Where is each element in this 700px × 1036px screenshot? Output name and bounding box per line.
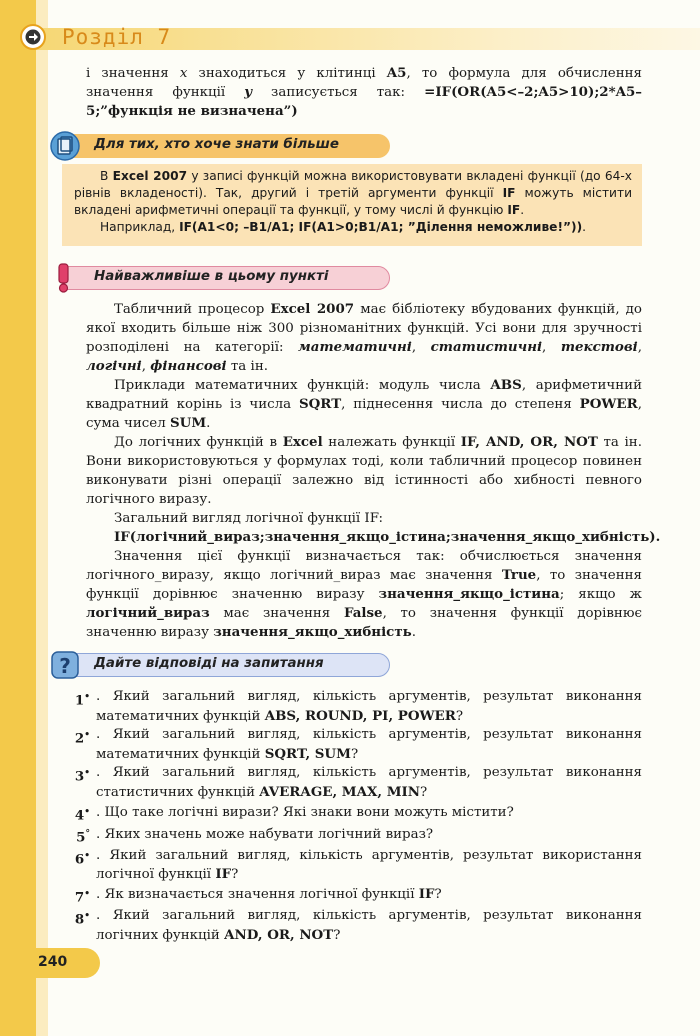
question-text: . Який загальний вигляд, кількість аргументів, результат використання логічної функції IF? — [96, 847, 642, 883]
left-margin-bar — [0, 0, 36, 1036]
question-item — [62, 885, 642, 907]
page-number-tab — [0, 948, 100, 978]
question-text: . Який загальний вигляд, кількість аргументів, результат виконання статистичних функцій AVERAGE, MAX, MIN? — [96, 765, 642, 800]
question-item — [62, 688, 642, 726]
question-text: . Як визначається значення логічної функції IF? — [96, 885, 442, 902]
book-icon — [50, 131, 80, 161]
more-section-heading: Для тих, хто хоче знати більше — [94, 137, 339, 152]
question-text: . Яких значень може набувати логічний вираз? — [96, 826, 434, 842]
key-paragraph-4: Загальний вигляд логічної функції IF: — [114, 511, 384, 526]
question-item — [62, 907, 642, 945]
questions-list — [62, 688, 642, 945]
key-section-body — [86, 300, 661, 642]
question-text: . Який загальний вигляд, кількість аргументів, результат виконання математичних функцій ABS, ROUND, PI, POWER? — [96, 689, 642, 724]
arrow-right-icon — [20, 24, 46, 50]
question-number: 3• — [74, 768, 90, 785]
question-item — [62, 847, 642, 885]
key-paragraph-6: Значення цієї функції визначається так: обчислюється значення логічного_виразу, якщо логічний_вираз має значення True, то значення функції дорівнює значенню виразу значення_якщо_істина; якщо ж логічний_вираз має значення False, то значення функції дорівнює значенню виразу значення_якщо_хибність. — [86, 549, 643, 640]
question-item — [62, 803, 642, 825]
question-number: 7• — [74, 888, 90, 906]
question-item — [62, 825, 642, 847]
key-section-header — [50, 263, 390, 293]
left-margin-strip — [36, 0, 48, 1036]
question-item — [62, 726, 642, 764]
more-section-header — [50, 131, 390, 161]
key-paragraph-1: Табличний процесор Excel 2007 має бібліотеку вбудованих функцій, до якої входить більше ніж 300 різноманітних функцій. Усі вони для зручності розподілені на категорії: математичні, статистичні, текстові, логічні, фінансові та ін. — [86, 301, 642, 374]
svg-text:?: ? — [59, 654, 71, 678]
more-info-box: В Excel 2007 у записі функцій можна використовувати вкладені функції (до 64-х рівнів вкладеності). Так, другий і третій аргументи функції IF можуть містити вкладені арифметичні операції та функції, у тому числі й функцію IF. Наприклад, IF(A1<0; –B1/A1; IF(A1>0;B1/A1; ”Ділення неможливе!”)). — [62, 164, 642, 246]
question-number: 4• — [74, 806, 90, 824]
exclamation-icon — [50, 263, 80, 293]
question-icon — [50, 650, 80, 680]
if-syntax: IF(логічний_вираз;значення_якщо_істина;значення_якщо_хибність). — [114, 529, 661, 545]
question-text: . Який загальний вигляд, кількість аргументів, результат виконання математичних функцій SQRT, SUM? — [96, 727, 642, 762]
question-number: 8• — [74, 910, 90, 928]
page-number: 240 — [38, 954, 68, 970]
key-paragraph-2: Приклади математичних функцій: модуль числа ABS, арифметичний квадратний корінь із числа SQRT, піднесення числа до степеня POWER, сума чисел SUM. — [86, 377, 642, 431]
questions-section-header — [50, 650, 390, 680]
intro-paragraph: і значення x знаходиться у клітинці A5, то формула для обчислення значення функції y записується так: =IF(OR(A5<–2;A5>10);2*A5–5;”функція не визначена”) — [86, 65, 642, 119]
question-item — [62, 764, 642, 802]
chapter-title: Розділ 7 — [62, 25, 172, 49]
question-number: 6• — [74, 850, 90, 868]
key-section-heading: Найважливіше в цьому пункті — [94, 269, 329, 284]
question-number: 5° — [76, 828, 90, 846]
questions-section-heading: Дайте відповіді на запитання — [94, 656, 324, 671]
question-number: 1• — [74, 692, 90, 709]
question-text: . Що таке логічні вирази? Які знаки вони можуть містити? — [96, 804, 514, 820]
question-number: 2• — [74, 730, 90, 747]
key-paragraph-3: До логічних функцій в Excel належать функції IF, AND, OR, NOT та ін. Вони використовуються у формулах тоді, коли табличний процесор повинен виконувати різні операції залежно від істинності або хибності певного логічного виразу. — [86, 434, 642, 507]
question-text: . Який загальний вигляд, кількість аргументів, результат виконання логічних функцій AND, OR, NOT? — [96, 907, 642, 943]
